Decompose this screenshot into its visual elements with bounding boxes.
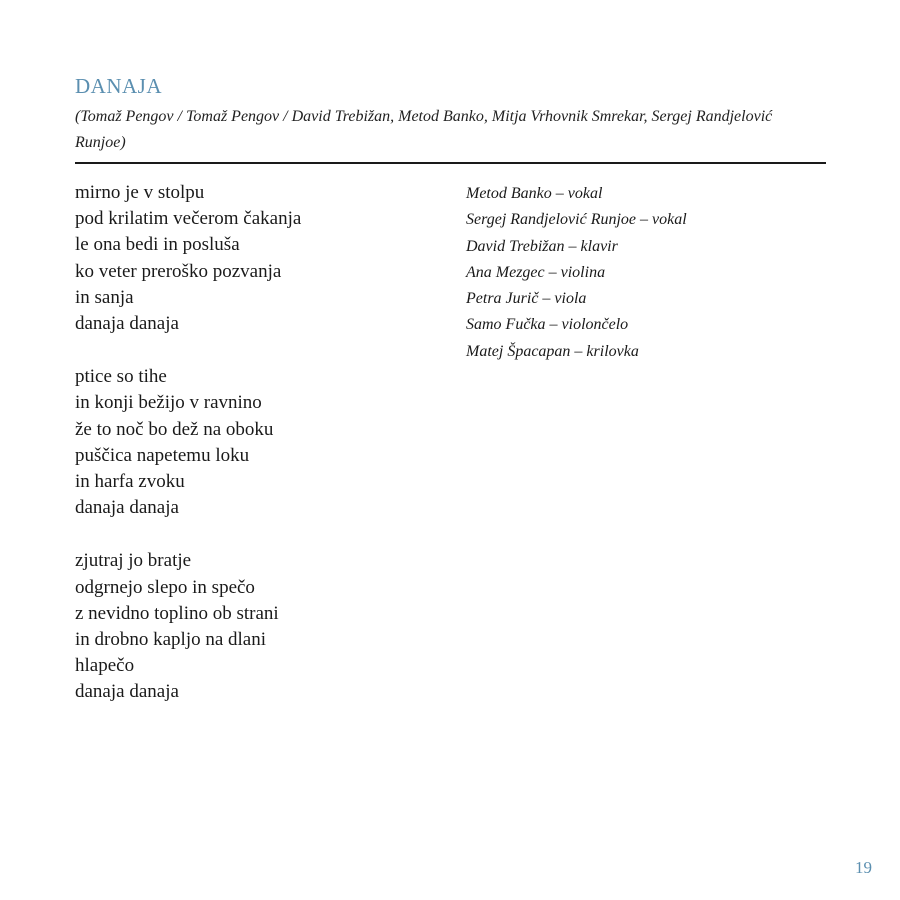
stanza-2 — [75, 364, 435, 521]
lyric-line: danaja danaja — [75, 681, 179, 703]
lyrics — [75, 180, 435, 733]
performer-item: Metod Banko – vokal — [466, 185, 603, 202]
lyric-line: z nevidno toplino ob strani — [75, 602, 279, 624]
lyric-line: ptice so tihe — [75, 366, 167, 388]
performer-item: Matej Špacapan – krilovka — [466, 342, 639, 360]
lyric-line: in sanja — [75, 286, 134, 308]
performer-list — [466, 181, 826, 365]
lyric-line: ko veter preroško pozvanja — [75, 260, 282, 282]
lyric-line: puščica napetemu loku — [75, 444, 250, 466]
lyric-line: danaja danaja — [75, 313, 179, 335]
lyric-line: in harfa zvoku — [75, 471, 185, 493]
lyric-line: pod krilatim večerom čakanja — [75, 208, 302, 230]
lyric-line: že to noč bo dež na oboku — [75, 418, 274, 440]
lyric-line: zjutraj jo bratje — [75, 550, 192, 572]
performer-item: Samo Fučka – violončelo — [466, 316, 629, 334]
header-divider — [75, 162, 826, 164]
performer-item: Ana Mezgec – violina — [466, 263, 606, 281]
lyric-line: danaja danaja — [75, 497, 179, 519]
lyric-line: mirno je v stolpu — [75, 182, 205, 203]
lyric-line: hlapečo — [75, 655, 135, 677]
page-number: 19 — [855, 858, 872, 877]
stanza-3 — [75, 548, 435, 705]
performer-item: David Trebižan – klavir — [466, 237, 618, 255]
song-credits: (Tomaž Pengov / Tomaž Pengov / David Trebižan, Metod Banko, Mitja Vrhovnik Smrekar, Sergej Randjelović Runjoe) — [75, 108, 773, 151]
stanza-1 — [75, 180, 435, 337]
lyric-line: le ona bedi in posluša — [75, 234, 240, 256]
lyric-line: in drobno kapljo na dlani — [75, 629, 267, 651]
lyric-line: odgrnejo slepo in spečo — [75, 576, 255, 598]
song-title: DANAJA — [75, 74, 162, 98]
lyric-line: in konji bežijo v ravnino — [75, 392, 262, 414]
performer-item: Petra Jurič – viola — [466, 290, 587, 308]
performer-item: Sergej Randjelović Runjoe – vokal — [466, 211, 687, 229]
